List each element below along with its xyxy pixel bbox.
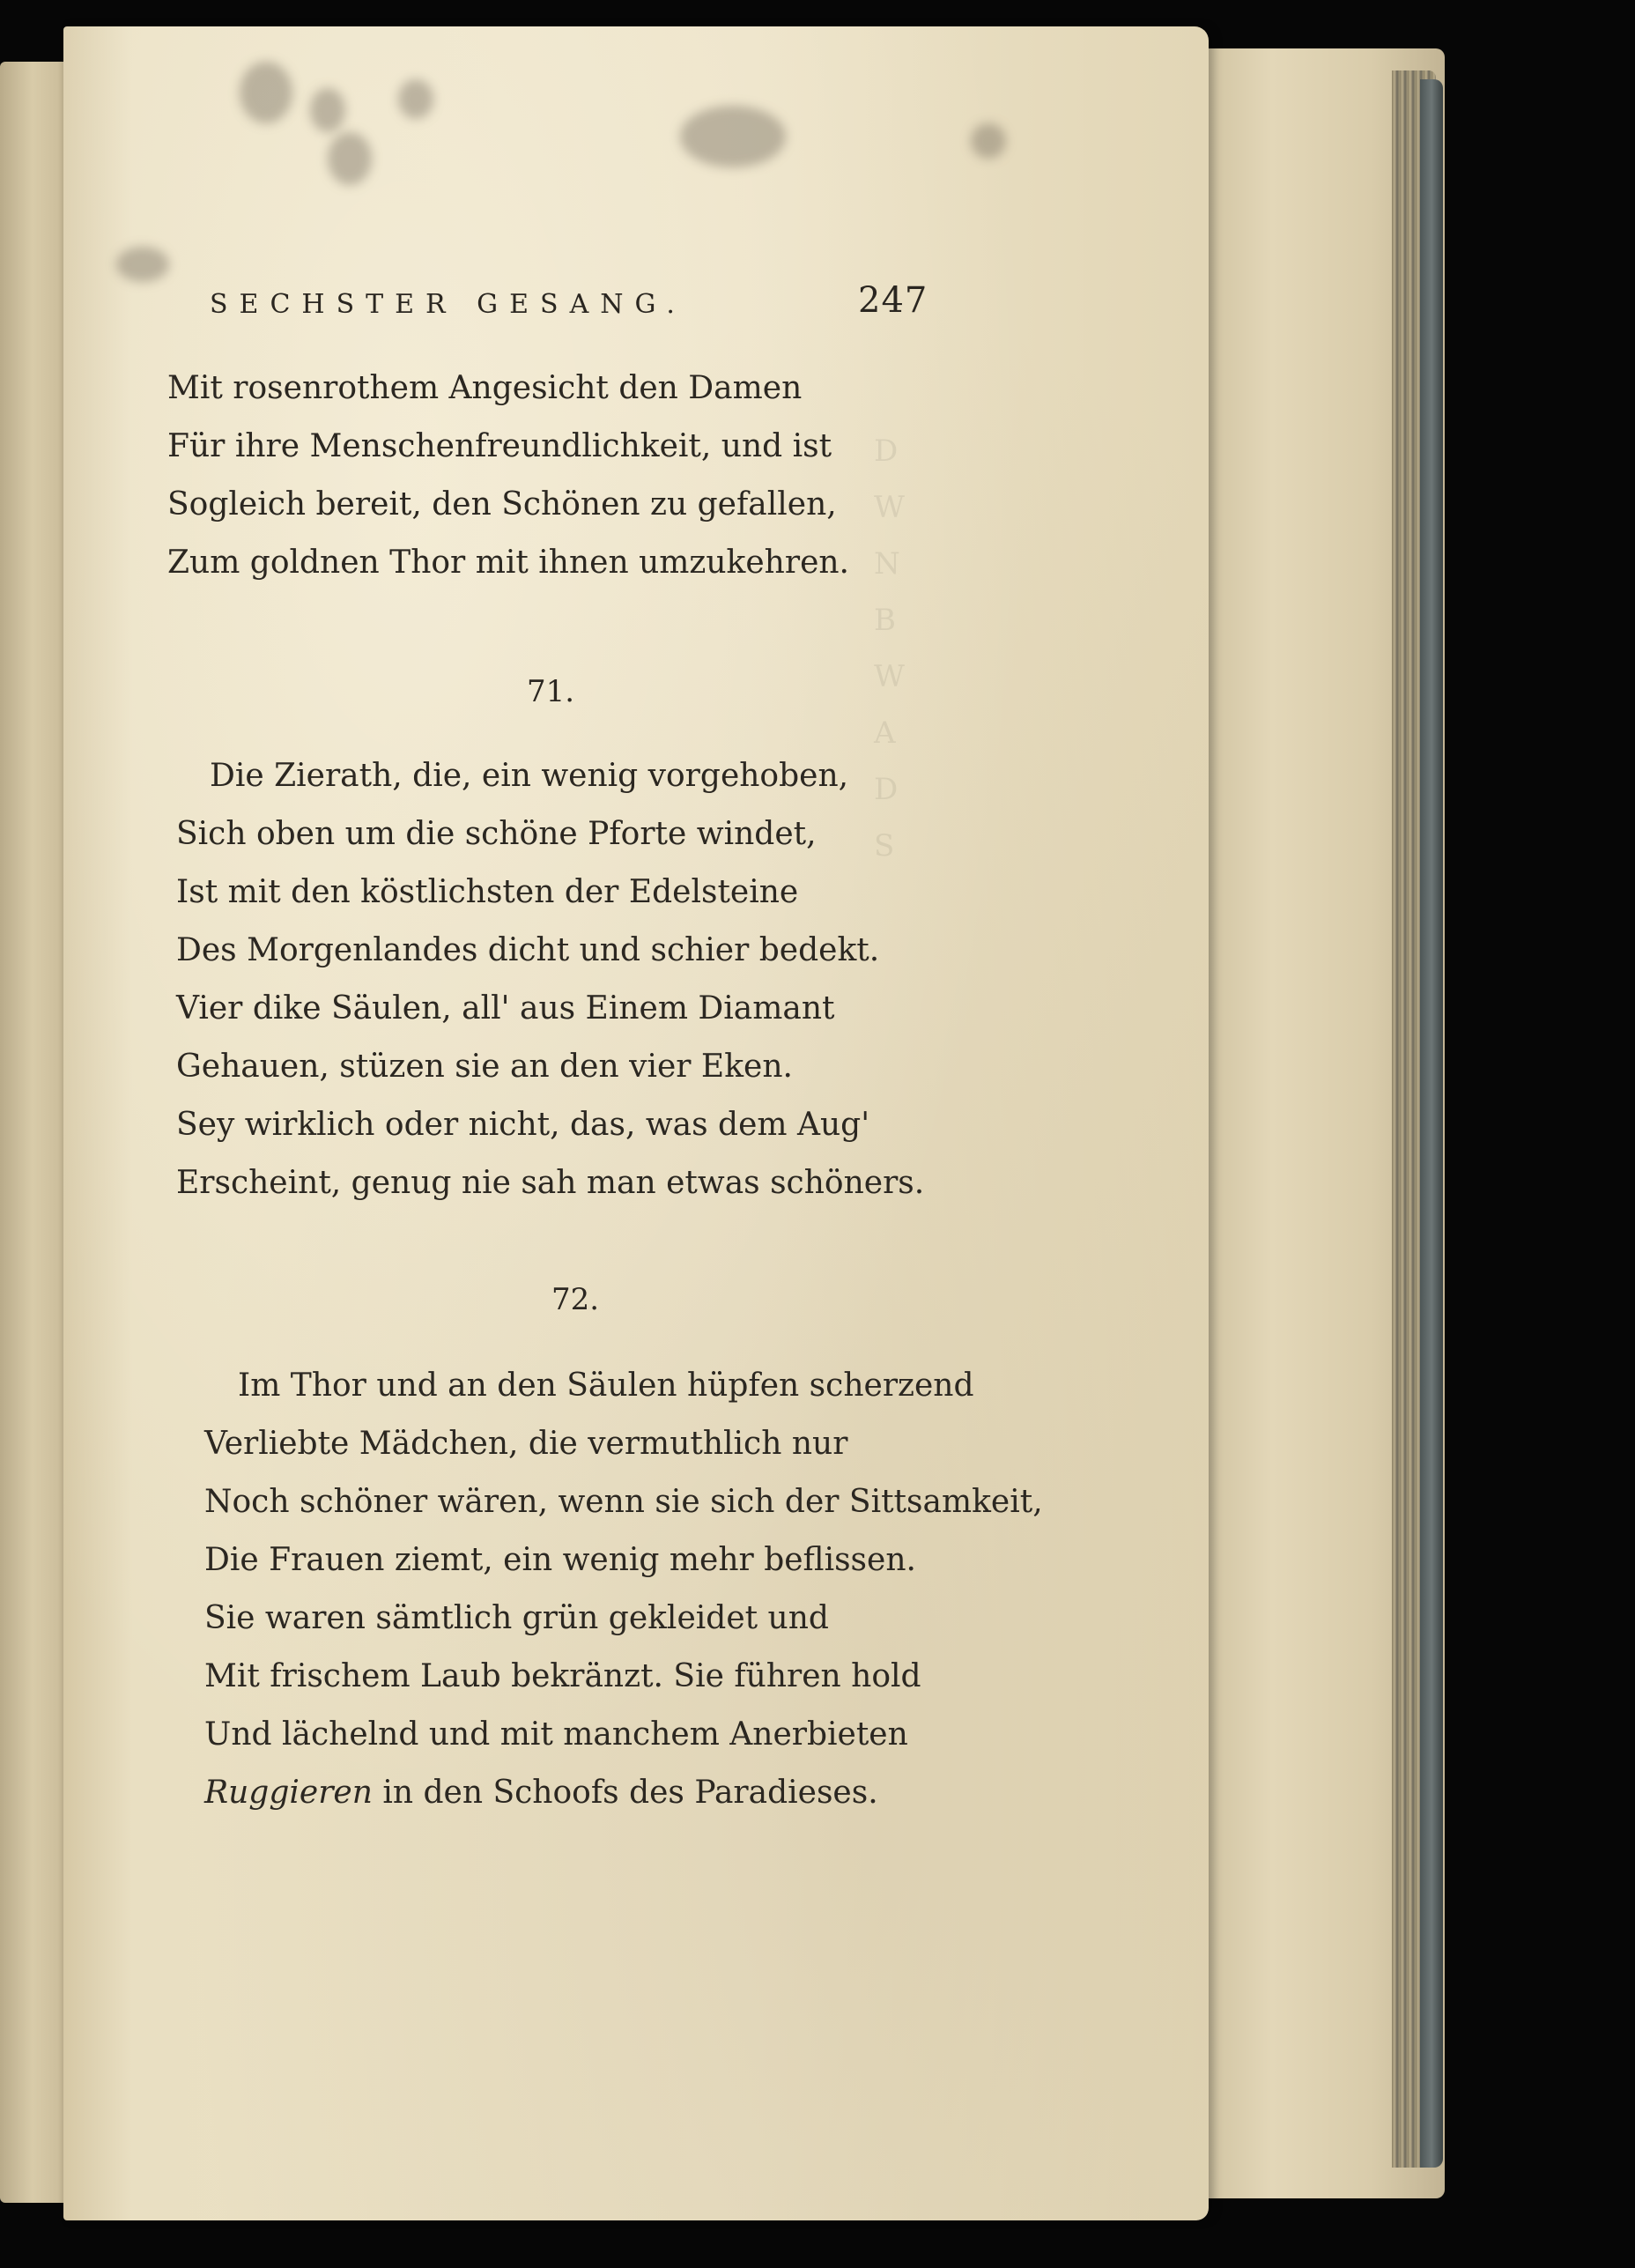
verse-line: Noch schöner wären, wenn sie sich der Sittsamkeit, [204,1484,1043,1520]
stanza-72 [204,1357,1043,1822]
running-head: SECHSTER GESANG. [210,289,686,320]
stain [971,123,1006,159]
page-number: 247 [858,280,928,321]
verse-line: Verliebte Mädchen, die vermuthlich nur [204,1426,848,1462]
stain [116,247,169,282]
verse-line: Die Frauen ziemt, ein wenig mehr beflissen. [204,1542,916,1578]
italic-name: Ruggieren [204,1775,373,1811]
verse-line: Zum goldnen Thor mit ihnen umzukehren. [167,545,849,581]
stain [680,106,786,167]
verse-line: Mit frischem Laub bekränzt. Sie führen hold [204,1658,921,1694]
stanza-continued [167,359,849,592]
show-through-text: D W N B W A D S [874,434,905,863]
verse-line: Sie waren sämtlich grün gekleidet und [204,1600,829,1636]
verse-line: Vier dike Säulen, all' aus Einem Diamant [176,990,835,1027]
stanza-number: 71. [527,674,575,709]
verse-line: Im Thor und an den Säulen hüpfen scherzend [238,1367,974,1404]
verse-line: Mit rosenrothem Angesicht den Damen [167,370,803,406]
verse-line-last [204,1764,1043,1822]
verse-line: Erscheint, genug nie sah man etwas schöners. [176,1165,925,1201]
stanza-71 [176,747,924,1212]
stain [240,62,292,123]
verse-line: Sich oben um die schöne Pforte windet, [176,816,817,852]
stain [398,79,433,119]
verse-line: Und lächelnd und mit manchem Anerbieten [204,1716,908,1753]
verse-line: Ist mit den köstlichsten der Edelsteine [176,874,799,910]
left-facing-page [0,62,72,2203]
verse-line-rest: in den Schoofs des Paradieses. [372,1775,878,1811]
stanza-number: 72. [551,1282,600,1317]
book-cover-edge [1420,79,1443,2168]
page-header [210,280,928,333]
verse-line: Sey wirklich oder nicht, das, was dem Aug' [176,1107,870,1143]
verse-line: Des Morgenlandes dicht und schier bedekt. [176,932,880,968]
stain [310,88,345,132]
verse-line: Gehauen, stüzen sie an den vier Eken. [176,1049,793,1085]
verse-line: Für ihre Menschenfreundlichkeit, und ist [167,428,832,464]
verse-line: Die Zierath, die, ein wenig vorgehoben, [210,758,849,794]
stain [328,132,372,185]
verse-line: Sogleich bereit, den Schönen zu gefallen, [167,486,837,523]
